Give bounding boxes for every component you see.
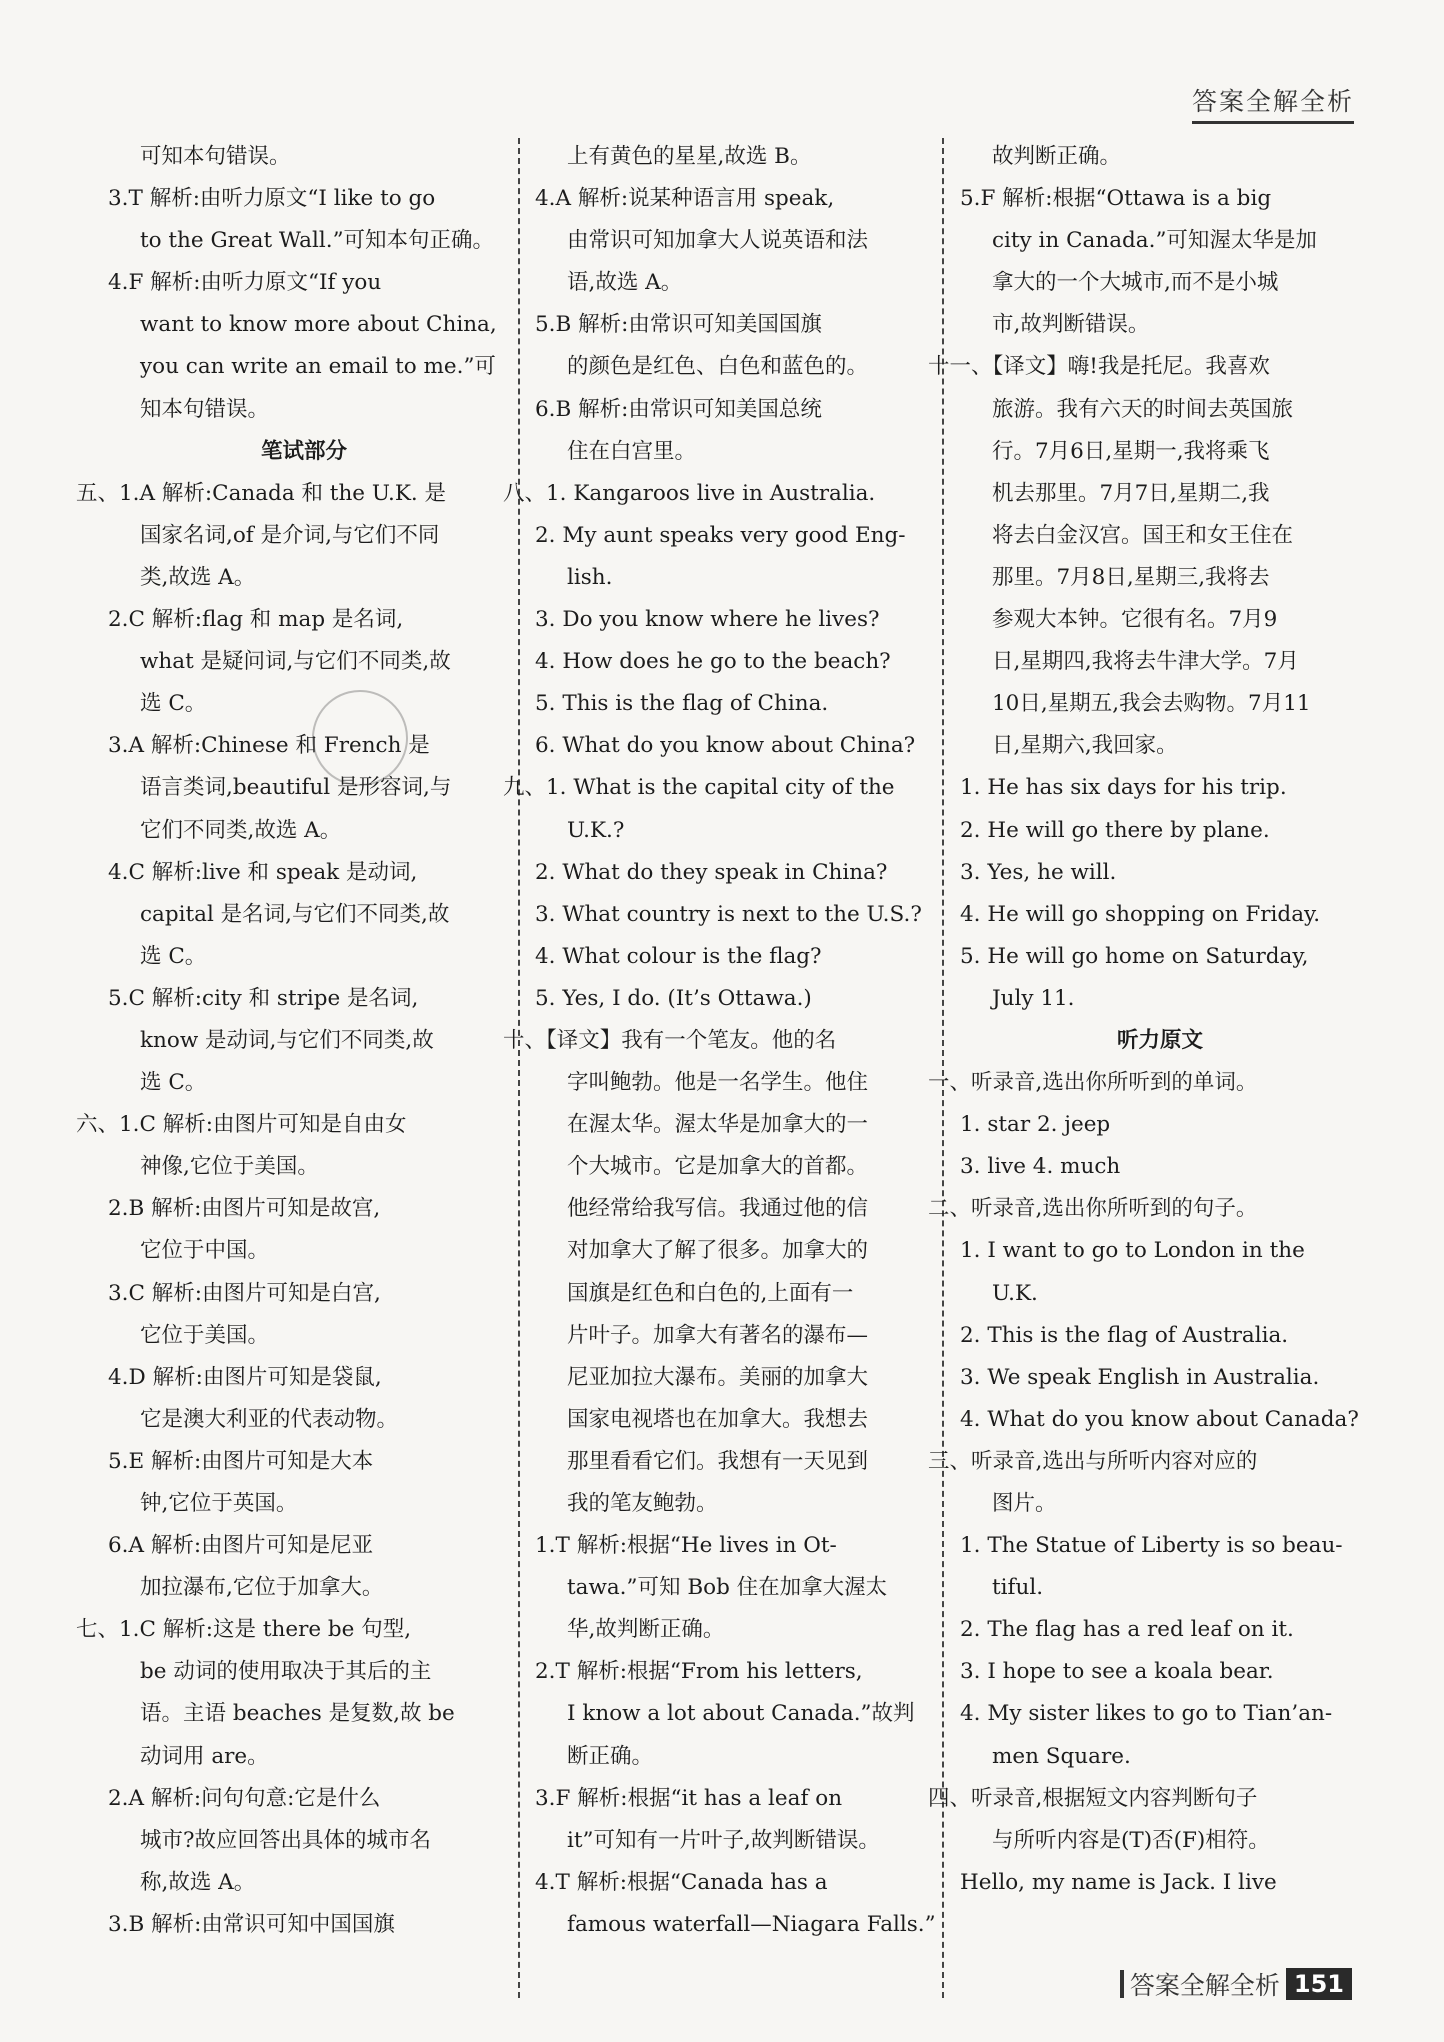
text-line: to the Great Wall.”可知本句正确。 <box>140 228 495 254</box>
text-line: 3.A 解析:Chinese 和 French 是 <box>108 733 430 759</box>
text-line: 华,故判断正确。 <box>567 1617 725 1643</box>
text-line: 1. I want to go to London in the <box>960 1238 1305 1264</box>
text-line: 6.A 解析:由图片可知是尼亚 <box>108 1533 374 1559</box>
text-line: 图片。 <box>992 1491 1057 1516</box>
text-line: 他经常给我写信。我通过他的信 <box>567 1196 869 1222</box>
text-line: 参观大本钟。它很有名。7月9 <box>992 607 1278 633</box>
text-line: 3. Yes, he will. <box>960 859 1117 885</box>
page-footer <box>1120 1966 1352 2002</box>
text-line: 那里看看它们。我想有一天见到 <box>567 1448 869 1474</box>
text-line: 5. He will go home on Saturday, <box>960 943 1309 969</box>
text-line: 5. Yes, I do. (It’s Ottawa.) <box>535 985 812 1011</box>
text-line: 4.T 解析:根据“Canada has a <box>535 1869 828 1895</box>
text-line: 拿大的一个大城市,而不是小城 <box>992 270 1279 296</box>
answer-column-1 <box>76 136 500 1946</box>
text-line: 语。主语 beaches 是复数,故 be <box>140 1701 455 1727</box>
text-line: 住在白宫里。 <box>567 438 697 464</box>
text-line: 5. This is the flag of China. <box>535 691 829 717</box>
text-line: 日,星期六,我回家。 <box>992 733 1178 759</box>
column-divider <box>518 138 520 1998</box>
text-line: 选 C。 <box>140 691 207 717</box>
text-line: 选 C。 <box>140 1070 207 1096</box>
text-line: 九、1. What is the capital city of the <box>503 775 895 801</box>
text-line: 八、1. Kangaroos live in Australia. <box>503 480 876 506</box>
text-line: 可知本句错误。 <box>140 144 291 169</box>
page-number: 151 <box>1286 1968 1352 2000</box>
text-line: tawa.”可知 Bob 住在加拿大渥太 <box>567 1575 888 1601</box>
text-line: 旅游。我有六天的时间去英国旅 <box>992 396 1294 422</box>
text-line: 上有黄色的星星,故选 B。 <box>567 144 812 169</box>
text-line: 4. How does he go to the beach? <box>535 649 891 675</box>
text-line: 3. What country is next to the U.S.? <box>535 901 922 927</box>
text-line: 4.A 解析:说某种语言用 speak, <box>535 186 835 212</box>
text-line: 字叫鲍勃。他是一名学生。他住 <box>567 1070 869 1096</box>
text-line: 它们不同类,故选 A。 <box>140 817 342 843</box>
text-line: 6.B 解析:由常识可知美国总统 <box>535 396 822 422</box>
text-line: 3.F 解析:根据“it has a leaf on <box>535 1785 843 1811</box>
text-line: 国家名词,of 是介词,与它们不同 <box>140 522 440 548</box>
text-line: 2. He will go there by plane. <box>960 817 1270 843</box>
text-line: 神像,它位于美国。 <box>140 1154 319 1180</box>
text-line: it”可知有一片叶子,故判断错误。 <box>567 1827 880 1853</box>
text-line: 6. What do you know about China? <box>535 733 916 759</box>
text-line: 六、1.C 解析:由图片可知是自由女 <box>76 1112 407 1138</box>
text-line: tiful. <box>992 1575 1044 1601</box>
text-line: 1.T 解析:根据“He lives in Ot- <box>535 1533 837 1559</box>
text-line: 4.D 解析:由图片可知是袋鼠, <box>108 1364 382 1390</box>
text-line: lish. <box>567 564 613 590</box>
text-line: 一、听录音,选出你所听到的单词。 <box>928 1070 1258 1096</box>
text-line: 尼亚加拉大瀑布。美丽的加拿大 <box>567 1364 869 1390</box>
text-line: 5.C 解析:city 和 stripe 是名词, <box>108 985 419 1011</box>
answer-column-2 <box>503 136 936 1946</box>
text-line: 1. star 2. jeep <box>960 1112 1111 1138</box>
footer-bar <box>1120 1970 1124 1998</box>
text-line: 3.C 解析:由图片可知是白宫, <box>108 1280 381 1306</box>
text-line: U.K. <box>992 1280 1038 1306</box>
text-line: 2. What do they speak in China? <box>535 859 888 885</box>
text-line: 城市?故应回答出具体的城市名 <box>140 1827 432 1853</box>
text-line: 在渥太华。渥太华是加拿大的一 <box>567 1112 869 1138</box>
text-line: 1. He has six days for his trip. <box>960 775 1287 801</box>
text-line: 片叶子。加拿大有著名的瀑布— <box>567 1322 869 1348</box>
text-line: 它是澳大利亚的代表动物。 <box>140 1406 399 1432</box>
text-line: men Square. <box>992 1743 1131 1769</box>
text-line: 1. The Statue of Liberty is so beau- <box>960 1533 1343 1559</box>
text-line: city in Canada.”可知渥太华是加 <box>992 228 1317 254</box>
text-line: 4. What colour is the flag? <box>535 943 822 969</box>
text-line: 市,故判断错误。 <box>992 312 1150 338</box>
text-line: 3. I hope to see a koala bear. <box>960 1659 1274 1685</box>
text-line: 对加拿大了解了很多。加拿大的 <box>567 1238 869 1264</box>
text-line: 2. This is the flag of Australia. <box>960 1322 1289 1348</box>
page-header: 答案全解全析 <box>1192 82 1354 124</box>
text-line: 3. Do you know where he lives? <box>535 607 880 633</box>
text-line: 2.A 解析:问句句意:它是什么 <box>108 1785 381 1811</box>
text-line: 五、1.A 解析:Canada 和 the U.K. 是 <box>76 480 447 506</box>
text-line: 它位于中国。 <box>140 1238 270 1264</box>
text-line: 选 C。 <box>140 943 207 969</box>
text-line: 二、听录音,选出你所听到的句子。 <box>928 1196 1258 1222</box>
text-line: 2. My aunt speaks very good Eng- <box>535 522 906 548</box>
text-line: capital 是名词,与它们不同类,故 <box>140 901 450 927</box>
text-line: 4.F 解析:由听力原文“If you <box>108 270 382 296</box>
text-line: 2.C 解析:flag 和 map 是名词, <box>108 607 404 633</box>
footer-label: 答案全解全析 <box>1129 1971 1280 2000</box>
text-line: 七、1.C 解析:这是 there be 句型, <box>76 1617 412 1643</box>
text-line: 机去那里。7月7日,星期二,我 <box>992 480 1270 506</box>
text-line: 语言类词,beautiful 是形容词,与 <box>140 775 452 801</box>
text-line: 日,星期四,我将去牛津大学。7月 <box>992 649 1299 675</box>
text-line: 十一、【译文】嗨!我是托尼。我喜欢 <box>928 354 1270 380</box>
text-line: 5.E 解析:由图片可知是大本 <box>108 1448 374 1474</box>
text-line: 类,故选 A。 <box>140 564 256 590</box>
text-line: you can write an email to me.”可 <box>140 354 496 380</box>
text-line: 4. What do you know about Canada? <box>960 1406 1359 1432</box>
text-line: 2.B 解析:由图片可知是故宫, <box>108 1196 381 1222</box>
text-line: what 是疑问词,与它们不同类,故 <box>140 649 451 675</box>
text-line: want to know more about China, <box>140 312 497 338</box>
text-line: 四、听录音,根据短文内容判断句子 <box>928 1785 1258 1811</box>
text-line: be 动词的使用取决于其后的主 <box>140 1659 432 1685</box>
text-line: 2. The flag has a red leaf on it. <box>960 1617 1294 1643</box>
text-line: 5.B 解析:由常识可知美国国旗 <box>535 312 822 338</box>
text-line: 4. He will go shopping on Friday. <box>960 901 1321 927</box>
text-line: July 11. <box>992 985 1075 1011</box>
text-line: 笔试部分 <box>260 438 347 464</box>
text-line: 语,故选 A。 <box>567 270 683 296</box>
text-line: Hello, my name is Jack. I live <box>960 1869 1277 1895</box>
text-line: 故判断正确。 <box>992 144 1122 169</box>
text-line: 十、【译文】我有一个笔友。他的名 <box>503 1027 837 1053</box>
text-line: 3.B 解析:由常识可知中国国旗 <box>108 1911 395 1937</box>
text-line: 国旗是红色和白色的,上面有一 <box>567 1280 854 1306</box>
text-line: 由常识可知加拿大人说英语和法 <box>567 228 869 254</box>
text-line: 将去白金汉宫。国王和女王住在 <box>992 522 1294 548</box>
text-line: famous waterfall—Niagara Falls.” <box>567 1911 936 1937</box>
text-line: 加拉瀑布,它位于加拿大。 <box>140 1575 384 1601</box>
text-line: 4.C 解析:live 和 speak 是动词, <box>108 859 418 885</box>
text-line: 钟,它位于英国。 <box>140 1491 298 1516</box>
text-line: 4. My sister likes to go to Tian’an- <box>960 1701 1333 1727</box>
answer-column-3 <box>928 136 1360 1904</box>
text-line: 我的笔友鲍勃。 <box>567 1491 718 1516</box>
text-line: I know a lot about Canada.”故判 <box>567 1701 915 1727</box>
text-line: 3. We speak English in Australia. <box>960 1364 1320 1390</box>
text-line: 2.T 解析:根据“From his letters, <box>535 1659 863 1685</box>
text-line: 听力原文 <box>1116 1027 1203 1053</box>
text-line: 称,故选 A。 <box>140 1869 256 1895</box>
text-line: 行。7月6日,星期一,我将乘飞 <box>992 438 1270 464</box>
text-line: 那里。7月8日,星期三,我将去 <box>992 564 1270 590</box>
text-line: 10日,星期五,我会去购物。7月11 <box>992 691 1311 717</box>
text-line: 3. live 4. much <box>960 1154 1121 1180</box>
text-line: U.K.? <box>567 817 625 843</box>
text-line: 5.F 解析:根据“Ottawa is a big <box>960 186 1272 212</box>
text-line: 个大城市。它是加拿大的首都。 <box>567 1154 869 1180</box>
text-line: 3.T 解析:由听力原文“I like to go <box>108 186 436 212</box>
text-line: 断正确。 <box>567 1743 654 1769</box>
text-line: 国家电视塔也在加拿大。我想去 <box>567 1406 869 1432</box>
text-line: 三、听录音,选出与所听内容对应的 <box>928 1448 1258 1474</box>
text-line: 知本句错误。 <box>140 396 270 422</box>
text-line: 与所听内容是(T)否(F)相符。 <box>992 1827 1270 1853</box>
text-line: know 是动词,与它们不同类,故 <box>140 1027 434 1053</box>
text-line: 动词用 are。 <box>140 1743 269 1769</box>
text-line: 的颜色是红色、白色和蓝色的。 <box>567 354 869 380</box>
text-line: 它位于美国。 <box>140 1322 270 1348</box>
